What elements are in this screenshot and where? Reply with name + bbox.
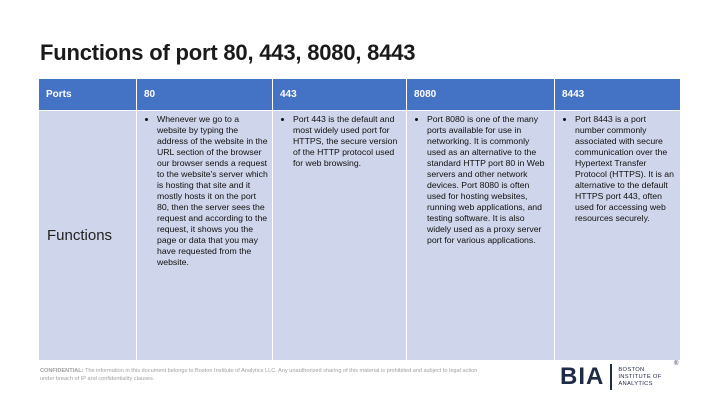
cell-port-80 bbox=[137, 111, 273, 361]
cell-port-8443 bbox=[555, 111, 681, 361]
header-port-8080: 8080 bbox=[407, 79, 555, 111]
registered-mark: ® bbox=[674, 361, 679, 367]
ports-table bbox=[38, 78, 681, 361]
cell-port-8080 bbox=[407, 111, 555, 361]
table-header-row bbox=[39, 79, 681, 111]
bia-logo bbox=[560, 362, 662, 392]
header-port-80: 80 bbox=[137, 79, 273, 111]
cell-text-port-80: • Whenever we go to a website by typing the address of the website in the URL section of the browser our browser sends a request to the website's server which is hosting that site and it mostly hosts it on the port 80, then the server sees the request and according to the request, it shows you the page or data that you may have requested from the website. bbox=[157, 114, 268, 268]
header-ports: Ports bbox=[39, 79, 137, 111]
header-port-443: 443 bbox=[273, 79, 407, 111]
table-row bbox=[39, 111, 681, 361]
cell-text-port-443: • Port 443 is the default and most widely used port for HTTPS, the secure version of the HTTP protocol used for web browsing. bbox=[293, 114, 402, 169]
confidential-notice bbox=[40, 367, 480, 383]
cell-text-port-8080: • Port 8080 is one of the many ports available for use in networking. It is commonly used as an alternative to the standard HTTP port 80 in Web servers and other network devices. Port 8080 is often used for hosting websites, running web applications, and testing software. It is also widely used as a proxy server port for various applications. bbox=[427, 114, 550, 246]
confidential-text: The information in this document belongs to Boston Institute of Analytics LLC. Any unauthorized sharing of this material is prohibited and subject to legal action under breach of IP and confidentiality clauses. bbox=[40, 368, 478, 382]
logo-line-3: ANALYTICS bbox=[618, 380, 653, 387]
logo-line-2: INSTITUTE OF bbox=[618, 373, 662, 380]
row-label-functions: Functions bbox=[39, 111, 137, 361]
logo-mark: BIA bbox=[560, 364, 612, 390]
slide-title: Functions of port 80, 443, 8080, 8443 bbox=[40, 40, 416, 65]
logo-line-1: BOSTON bbox=[618, 366, 645, 373]
confidential-label: CONFIDENTIAL: bbox=[40, 368, 84, 374]
header-port-8443: 8443 bbox=[555, 79, 681, 111]
cell-port-443 bbox=[273, 111, 407, 361]
cell-text-port-8443: • Port 8443 is a port number commonly associated with secure communication over the Hypertext Transfer Protocol (HTTPS). It is an alternative to the default HTTPS port 443, often used for accessing web resources securely. bbox=[575, 114, 676, 224]
logo-wordmark bbox=[612, 367, 661, 388]
